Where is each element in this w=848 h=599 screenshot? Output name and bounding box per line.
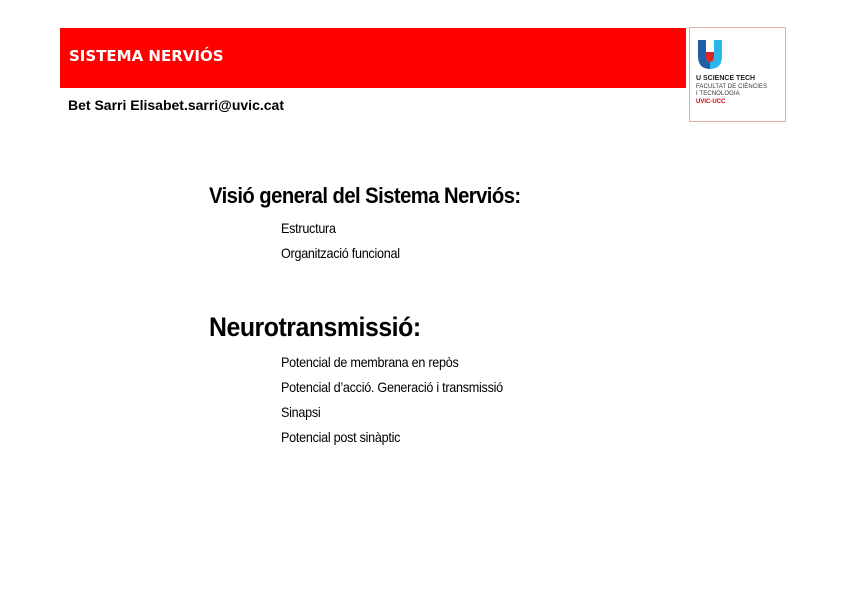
list-item: Organització funcional: [281, 245, 400, 261]
logo-text-line1: U SCIENCE TECH: [696, 75, 756, 82]
list-item: Potencial post sinàptic: [281, 429, 401, 445]
logo-text-line2: FACULTAT DE CIÈNCIES: [696, 84, 768, 90]
logo-text-line3: I TECNOLOGIA: [696, 91, 740, 97]
section-heading-overview: Visió general del Sistema Nerviós:: [209, 183, 521, 208]
author-line: Bet Sarri Elisabet.sarri@uvic.cat: [68, 97, 284, 113]
section-heading-neurotransmission: Neurotransmissió:: [209, 312, 421, 342]
list-item: Sinapsi: [281, 404, 321, 420]
title-banner: [60, 28, 686, 88]
neurotransmission-list: [281, 350, 528, 450]
list-item: Potencial de membrana en repòs: [281, 354, 459, 370]
logo-text-line4: UVIC-UCC: [696, 99, 726, 105]
overview-list: [281, 216, 413, 266]
uvic-u-logo-icon: [696, 38, 724, 70]
list-item: Estructura: [281, 220, 336, 236]
list-item: Potencial d’acció. Generació i transmissió: [281, 379, 503, 395]
slide-title: SISTEMA NERVIÓS: [69, 47, 224, 65]
university-logo: [689, 27, 786, 122]
